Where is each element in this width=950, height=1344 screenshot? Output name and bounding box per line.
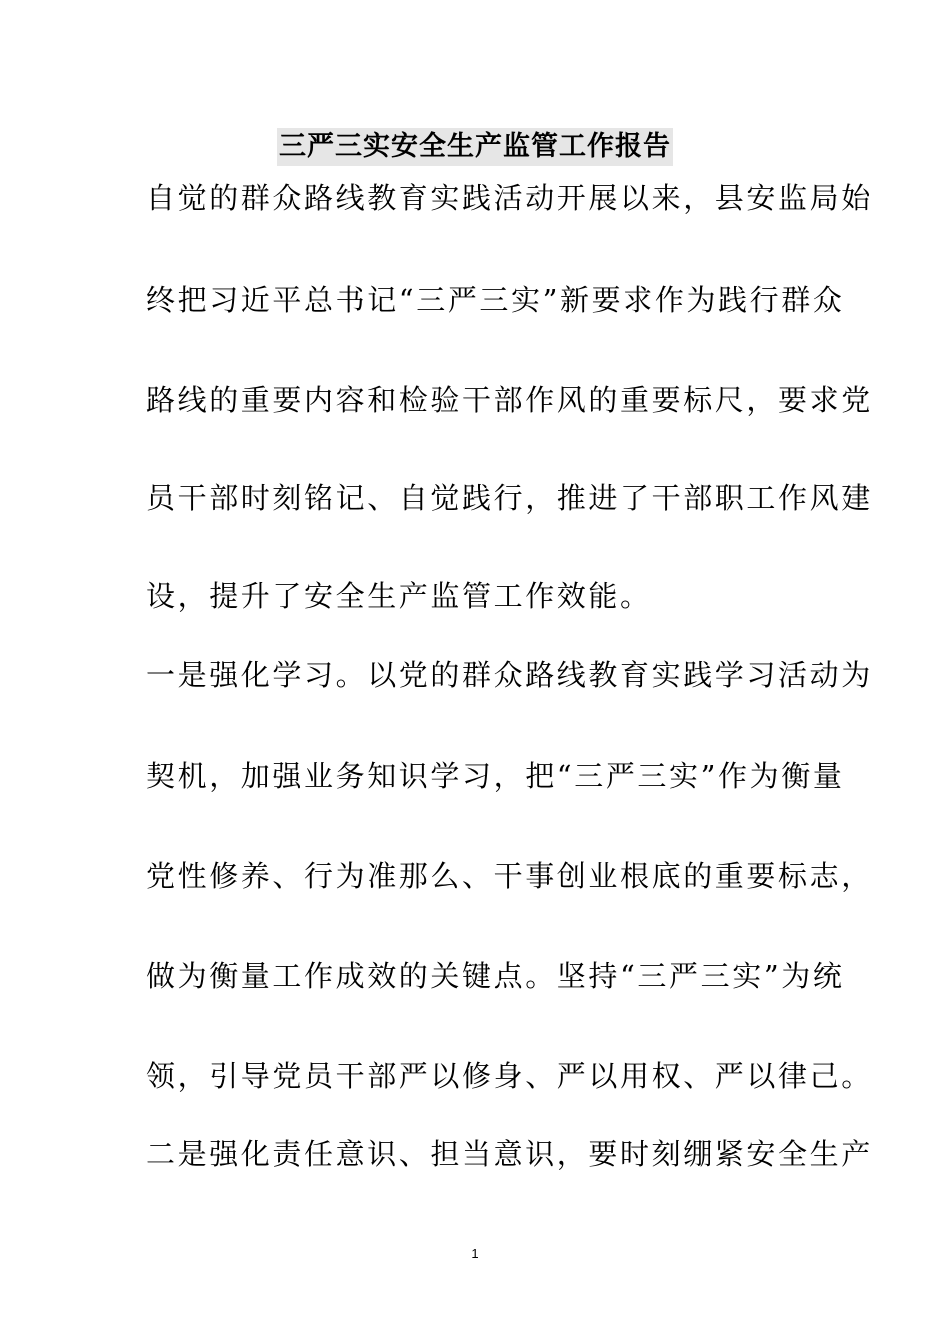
page-number: 1 [471, 1246, 479, 1261]
body-line: 做为衡量工作成效的关键点。坚持“三严三实”为统 [146, 959, 845, 993]
body-line: 党性修养、行为准那么、干事创业根底的重要标志， [146, 859, 873, 893]
body-line: 契机，加强业务知识学习，把“三严三实”作为衡量 [146, 759, 845, 793]
body-line: 领，引导党员干部严以修身、严以用权、严以律己。 [146, 1059, 873, 1093]
body-line: 二是强化责任意识、担当意识，要时刻绷紧安全生产 [146, 1137, 873, 1171]
body-line: 设，提升了安全生产监管工作效能。 [146, 579, 652, 613]
title-container [0, 128, 950, 166]
body-line: 员干部时刻铭记、自觉践行，推进了干部职工作风建 [146, 481, 873, 515]
body-line: 终把习近平总书记“三严三实”新要求作为践行群众 [146, 283, 845, 317]
document-title: 三严三实安全生产监管工作报告 [277, 128, 673, 166]
body-line: 一是强化学习。以党的群众路线教育实践学习活动为 [146, 658, 873, 692]
body-line: 路线的重要内容和检验干部作风的重要标尺，要求党 [146, 383, 873, 417]
body-line: 自觉的群众路线教育实践活动开展以来，县安监局始 [146, 181, 873, 215]
